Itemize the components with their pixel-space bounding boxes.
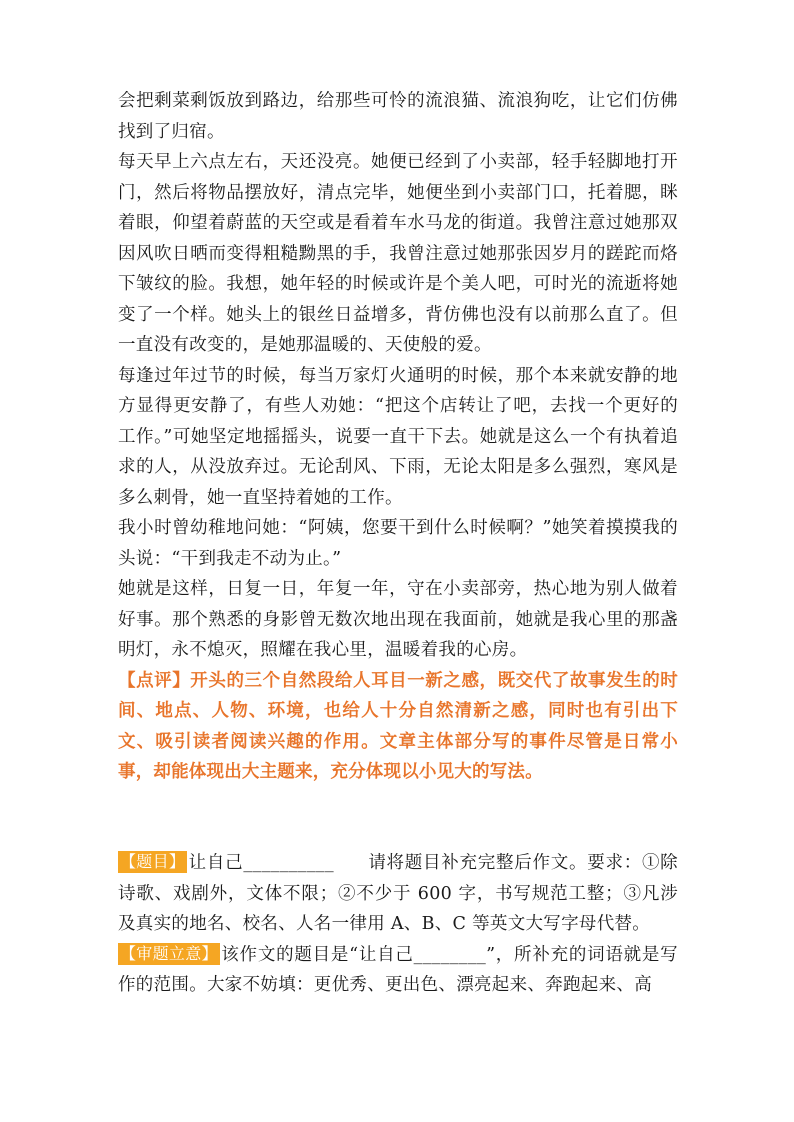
prompt-title-text: 让自己__________ xyxy=(188,853,334,873)
title-tag: 【题目】 xyxy=(120,852,186,871)
prompt-title-line xyxy=(118,848,678,940)
essay-body xyxy=(118,86,678,788)
essay-paragraph-1: 会把剩菜剩饭放到路边，给那些可怜的流浪猫、流浪狗吃，让它们仿佛找到了归宿。 xyxy=(118,91,678,142)
essay-paragraph-4: 我小时曾幼稚地问她：“阿姨，您要干到什么时候啊？”她笑着摸摸我的头说：“干到我走不动为止。” xyxy=(118,518,678,569)
essay-paragraph-3: 每逢过年过节的时候，每当万家灯火通明的时候，那个本来就安静的地方显得更安静了，有些人劝她：“把这个店转让了吧，去找一个更好的工作。”可她坚定地摇摇头，说要一直干下去。她就是这么一个有执着追求的人，从没放弃过。无论刮风、下雨，无论太阳是多么强烈，寒风是多么刺骨，她一直坚持着她的工作。 xyxy=(118,365,678,508)
writing-prompt xyxy=(118,848,678,1001)
essay-paragraph-2: 每天早上六点左右，天还没亮。她便已经到了小卖部，轻手轻脚地打开门，然后将物品摆放好，清点完毕，她便坐到小卖部门口，托着腮，眯着眼，仰望着蔚蓝的天空或是看着车水马龙的街道。我曾注意过她那双因风吹日晒而变得粗糙黝黑的手，我曾注意过她那张因岁月的蹉跎而烙下皱纹的脸。我想，她年轻的时候或许是个美人吧，可时光的流逝将她变了一个样。她头上的银丝日益增多，背仿佛也没有以前那么直了。但一直没有改变的，是她那温暖的、天使般的爱。 xyxy=(118,152,678,355)
prompt-analysis-text: 该作文的题目是“让自己________”，所补充的词语就是写作的范围。大家不妨填：更优秀、更出色、漂亮起来、奔跑起来、高 xyxy=(118,944,678,995)
prompt-requirements: 请将题目补充完整后作文。要求：①除诗歌、戏剧外，文体不限；②不少于 600 字，书写规范工整；③凡涉及真实的地名、校名、人名一律用 A、B、C 等英文大写字母代替。 xyxy=(118,853,678,934)
prompt-analysis-line xyxy=(118,940,678,1001)
analysis-tag: 【审题立意】 xyxy=(120,943,218,963)
essay-comment: 【点评】开头的三个自然段给人耳目一新之感，既交代了故事发生的时间、地点、人物、环境，也给人十分自然清新之感，同时也有引出下文、吸引读者阅读兴趣的作用。文章主体部分写的事件尽管是日常小事，却能体现出大主题来，充分体现以小见大的写法。 xyxy=(118,670,678,782)
essay-paragraph-5: 她就是这样，日复一日，年复一年，守在小卖部旁，热心地为别人做着好事。那个熟悉的身影曾无数次地出现在我面前，她就是我心里的那盏明灯，永不熄灭，照耀在我心里，温暖着我的心房。 xyxy=(118,579,678,660)
